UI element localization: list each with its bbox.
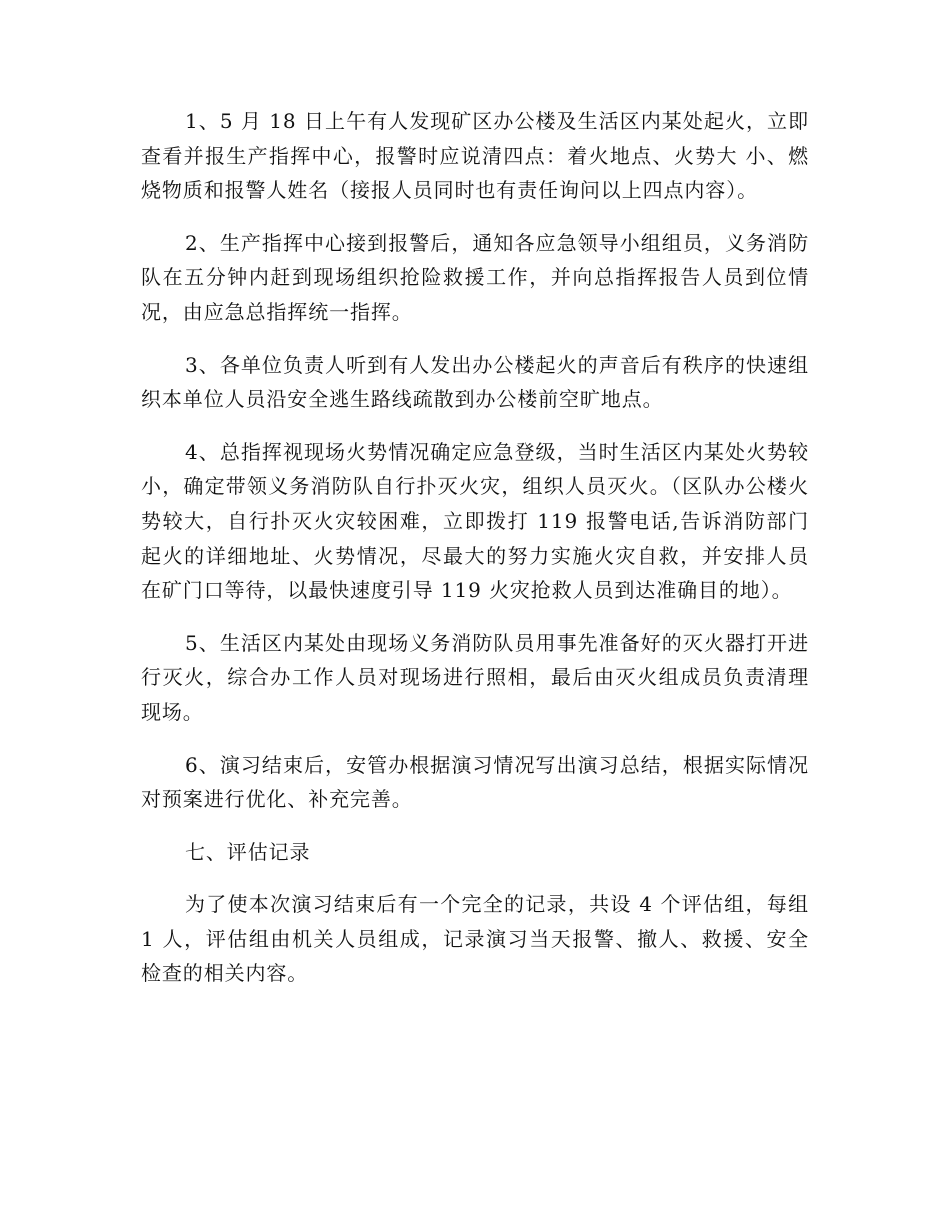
final-paragraph: 为了使本次演习结束后有一个完全的记录，共设 4 个评估组，每组 1 人，评估组由机关人员组成，记录演习当天报警、撤人、救援、安全检查的相关内容。 [141,892,809,986]
paragraph-6: 6、演习结束后，安管办根据演习情况写出演习总结，根据实际情况对预案进行优化、补充完善。 [141,752,809,812]
paragraph-3: 3、各单位负责人听到有人发出办公楼起火的声音后有秩序的快速组织本单位人员沿安全逃生路线疏散到办公楼前空旷地点。 [141,352,809,412]
document-body [141,104,809,991]
paragraph-2: 2、生产指挥中心接到报警后，通知各应急领导小组组员，义务消防队在五分钟内赶到现场组织抢险救援工作，并向总指挥报告人员到位情况，由应急总指挥统一指挥。 [141,230,809,324]
paragraph-1: 1、5 月 18 日上午有人发现矿区办公楼及生活区内某处起火，立即查看并报生产指挥中心，报警时应说清四点：着火地点、火势大 小、燃烧物质和报警人姓名（接报人员同时也有责任询问以上四点内容）。 [141,109,809,203]
paragraph-4: 4、总指挥视现场火势情况确定应急登级，当时生活区内某处火势较小，确定带领义务消防队自行扑灭火灾，组织人员灭火。（区队办公楼火势较大，自行扑灭火灾较困难，立即拨打 119 报警电话,告诉消防部门起火的详细地址、火势情况，尽最大的努力实施火灾自救，并安排人员在矿门口等待，以最快速度引导 119 火灾抢救人员到达准确目的地）。 [141,439,809,603]
paragraph-5: 5、生活区内某处由现场义务消防队员用事先准备好的灭火器打开进行灭火，综合办工作人员对现场进行照相，最后由灭火组成员负责清理现场。 [141,630,809,724]
section-heading: 七、评估记录 [185,839,311,864]
